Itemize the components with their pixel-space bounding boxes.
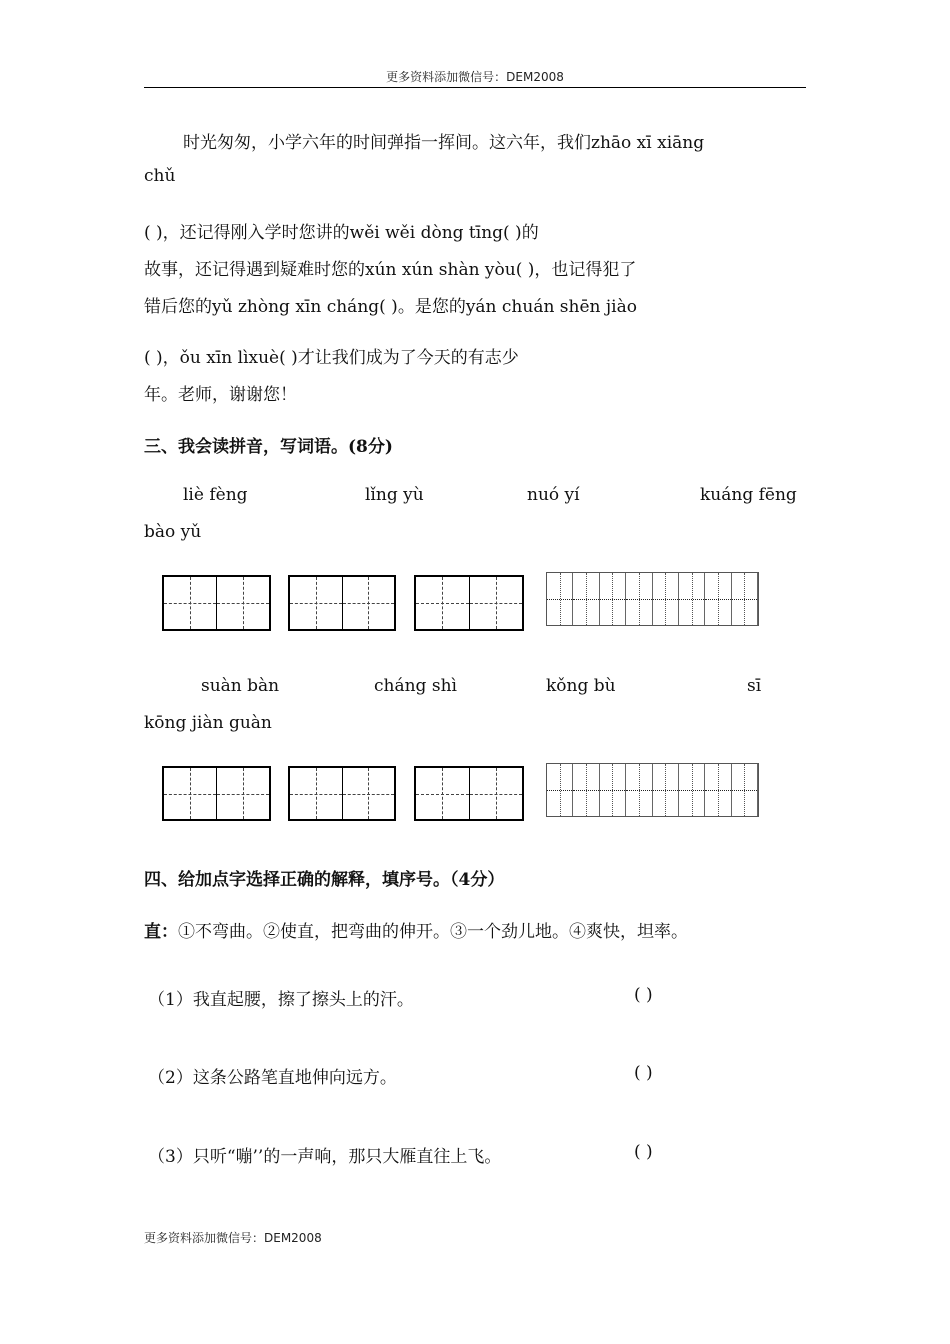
pinyin-chang-shi: cháng shì [374, 676, 457, 696]
passage-line-2: chǔ [144, 166, 176, 186]
passage-line-7: 年。老师，谢谢您！ [144, 385, 297, 405]
header-divider [144, 87, 806, 88]
definition-options: ①不弯曲。②使直，把弯曲的伸开。③一个劲儿地。④爽快，坦率。 [178, 922, 688, 942]
pinyin-ling-yu: lǐng yù [365, 485, 424, 505]
writing-grid-nuo-yi[interactable] [414, 575, 524, 631]
writing-grid-si-kong-jian-guan[interactable] [546, 763, 759, 817]
section-4-title: 四、给加点字选择正确的解释，填序号。（4分） [144, 870, 505, 890]
pinyin-si: sī [747, 676, 762, 696]
pinyin-kong-jian-guan: kōng jiàn guàn [144, 713, 272, 733]
writing-grid-lie-feng[interactable] [162, 575, 271, 631]
question-2: （2）这条公路笔直地伸向远方。 [148, 1068, 397, 1088]
pinyin-kong-bu: kǒng bù [546, 676, 616, 696]
passage-line-5: 错后您的yǔ zhòng xīn cháng( )。是您的yán chuán shēn jiào [144, 297, 637, 317]
writing-grid-ling-yu[interactable] [288, 575, 396, 631]
page-header: 更多资料添加微信号：DEM2008 [386, 70, 564, 84]
definition-label: 直： [144, 922, 178, 942]
pinyin-nuo-yi: nuó yí [527, 485, 580, 505]
writing-grid-kong-bu[interactable] [414, 766, 524, 821]
writing-grid-suan-ban[interactable] [162, 766, 271, 821]
passage-line-1: 时光匆匆，小学六年的时间弹指一挥间。这六年，我们zhāo xī xiāng [183, 133, 705, 153]
question-1: （1）我直起腰，擦了擦头上的汗。 [148, 990, 414, 1010]
writing-grid-kuang-feng-bao-yu[interactable] [546, 572, 759, 626]
writing-grid-chang-shi[interactable] [288, 766, 396, 821]
answer-blank-2[interactable]: ( ) [634, 1063, 653, 1083]
passage-line-4: 故事，还记得遇到疑难时您的xún xún shàn yòu( )，也记得犯了 [144, 260, 637, 280]
definition-line [144, 917, 688, 942]
question-3: （3）只听“嘣’’的一声响，那只大雁直往上飞。 [148, 1147, 502, 1167]
passage-line-3: ( )，还记得刚入学时您讲的wěi wěi dòng tīng( )的 [144, 223, 539, 243]
pinyin-bao-yu: bào yǔ [144, 522, 202, 542]
answer-blank-3[interactable]: ( ) [634, 1142, 653, 1162]
pinyin-kuang-feng: kuáng fēng [700, 485, 797, 505]
pinyin-lie-feng: liè fèng [183, 485, 248, 505]
page-footer: 更多资料添加微信号：DEM2008 [144, 1231, 322, 1245]
pinyin-suan-ban: suàn bàn [201, 676, 280, 696]
answer-blank-1[interactable]: ( ) [634, 985, 653, 1005]
passage-line-6: ( )，ǒu xīn lìxuè( )才让我们成为了今天的有志少 [144, 348, 519, 368]
section-3-title: 三、我会读拼音，写词语。(8分) [144, 437, 393, 457]
